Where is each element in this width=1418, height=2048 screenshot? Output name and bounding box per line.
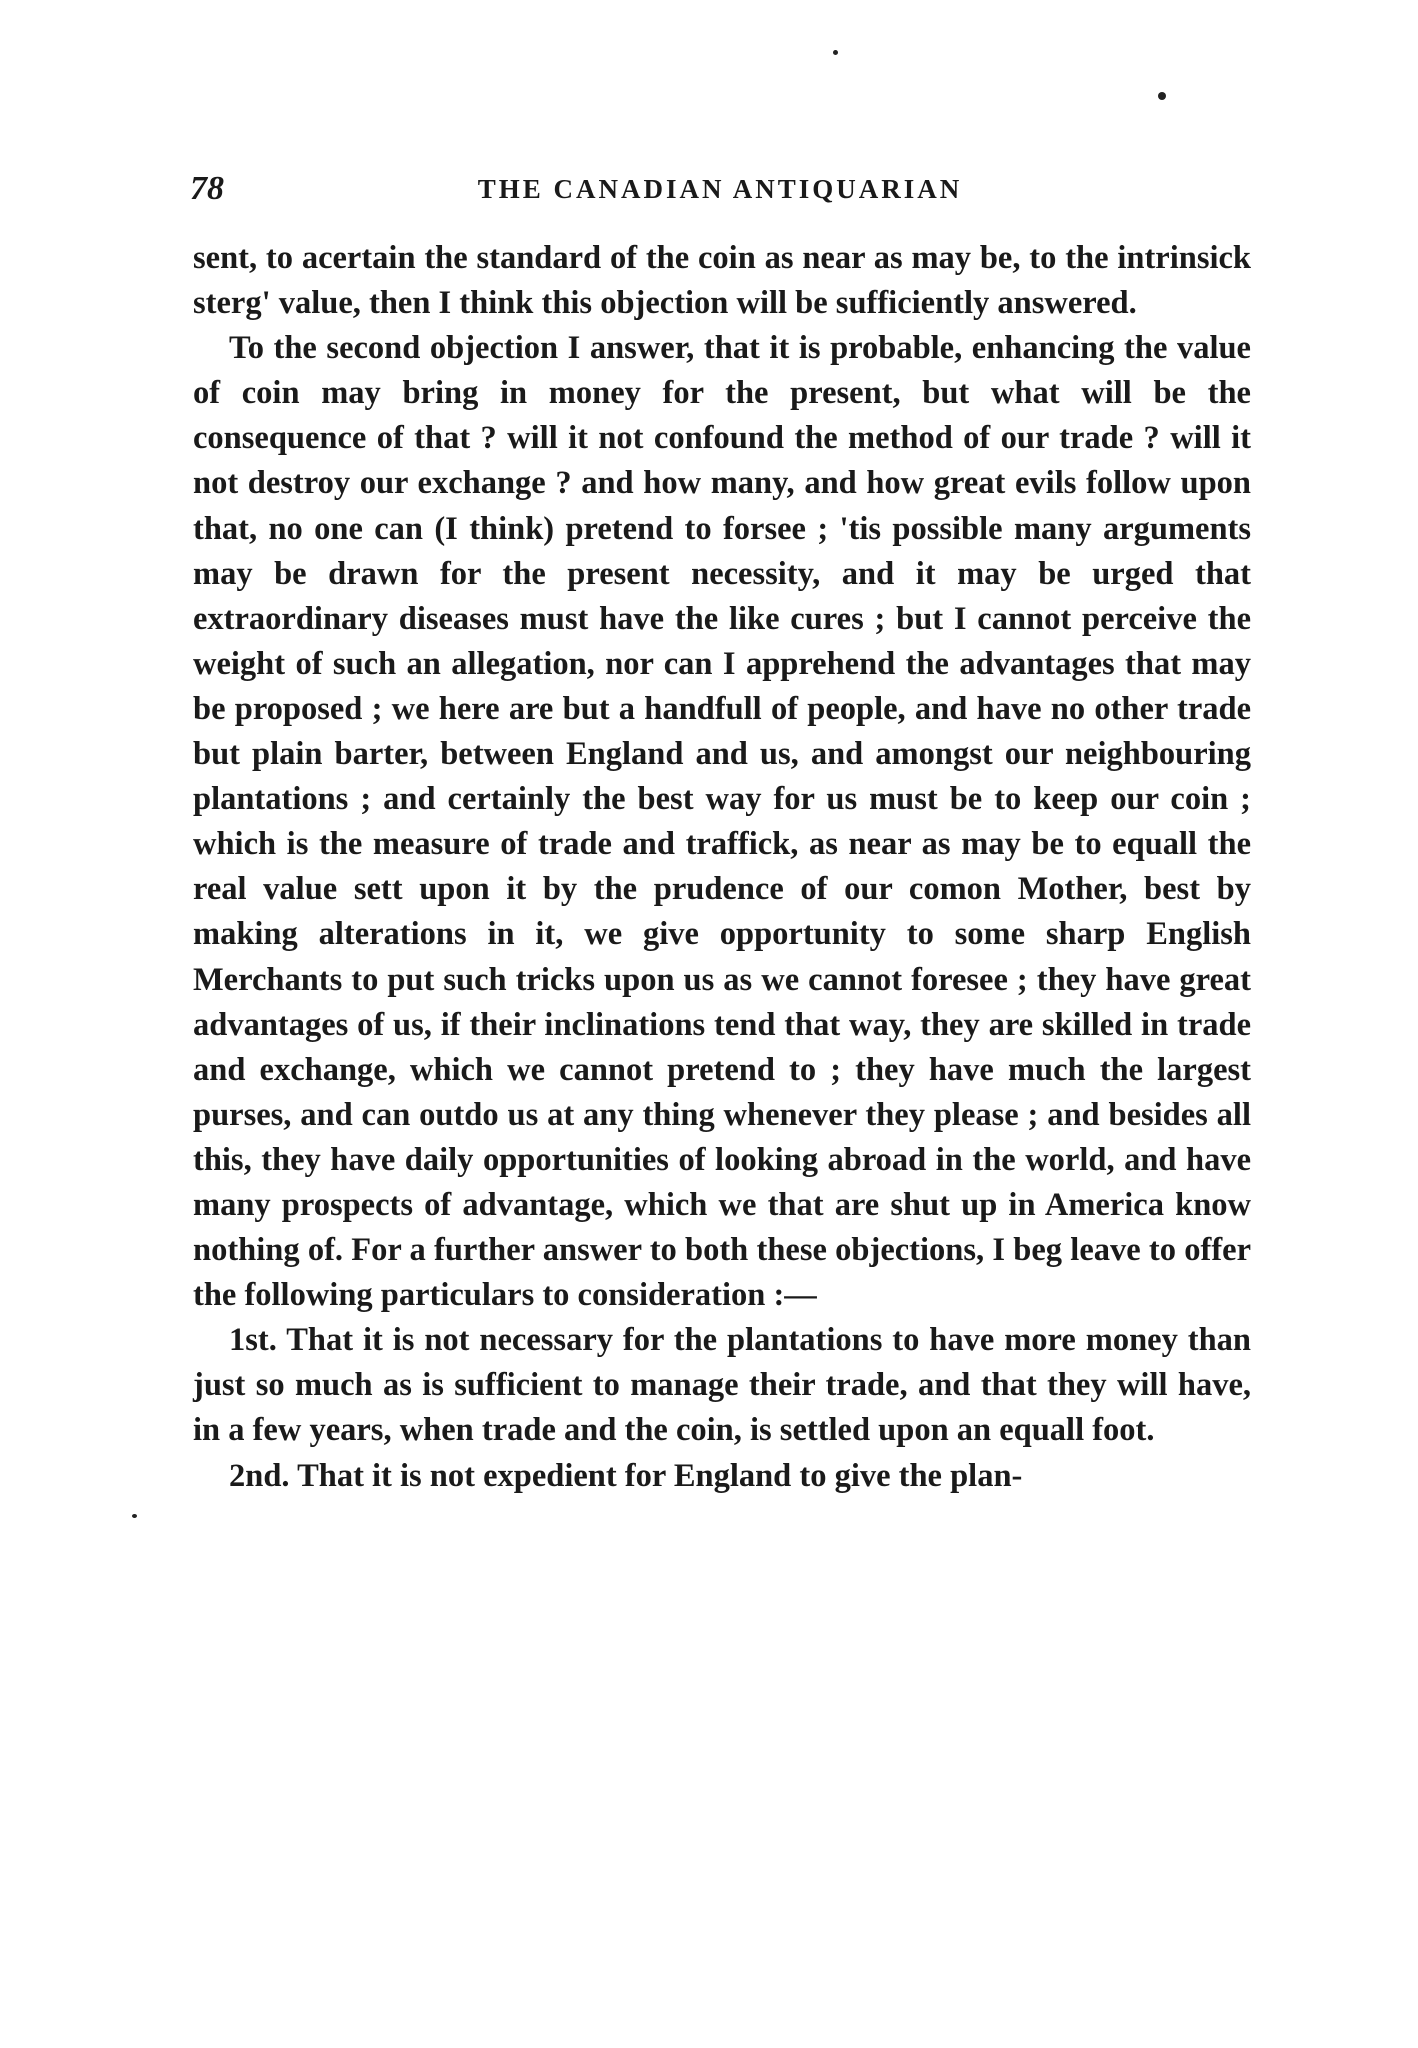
page-speck — [833, 50, 838, 55]
running-title: THE CANADIAN ANTIQUARIAN — [477, 174, 963, 204]
paragraph-continued: sent, to acertain the standard of the coin as near as may be, to the intrinsick sterg' value, then I think this objection will be sufficiently answered. — [193, 240, 1251, 322]
paragraph-first-particular: 1st. That it is not necessary for the plantations to have more money than just so much as is sufficient to manage their trade, and that they will have, in a few years, when trade and the coin, is settled upon an equall foot. — [193, 1322, 1251, 1449]
paragraph-second-particular: 2nd. That it is not expedient for England to give the plan- — [229, 1457, 1023, 1494]
page-speck — [132, 1514, 137, 1518]
page-number: 78 — [190, 170, 224, 207]
paragraph-second-objection: To the second objection I answer, that it is probable, enhancing the value of coin may bring in money for the present, but what will be the consequence of that ? will it not confound the method of our trade ? will it not destroy our exchange ? and how many, and how great evils follow upon that, no one can (I think) pretend to forsee ; 'tis possible many arguments may be drawn for the present necessity, and it may be urged that extraordinary diseases must have the like cures ; but I cannot perceive the weight of such an allegation, nor can I apprehend the advantages that may be proposed ; we here are but a handfull of people, and have no other trade but plain barter, between England and us, and amongst our neighbouring plantations ; and certainly the best way for us must be to keep our coin ; which is the measure of trade and traffick, as near as may be to equall the real value sett upon it by the prudence of our comon Mother, best by making alterations in it, we give opportunity to some sharp English Merchants to put such tricks upon us as we cannot foresee ; they have great advantages of us, if their inclinations tend that way, they are skilled in trade and exchange, which we cannot pretend to ; they have much the largest purses, and can outdo us at any thing whenever they please ; and besides all this, they have daily opportunities of looking abroad in the world, and have many prospects of advantage, which we that are shut up in America know nothing of. For a further answer to both these objections, I beg leave to offer the following particulars to consideration :— — [193, 330, 1251, 1314]
page-body — [193, 236, 1251, 1499]
page-speck — [1158, 92, 1166, 100]
page-header — [190, 170, 1250, 220]
